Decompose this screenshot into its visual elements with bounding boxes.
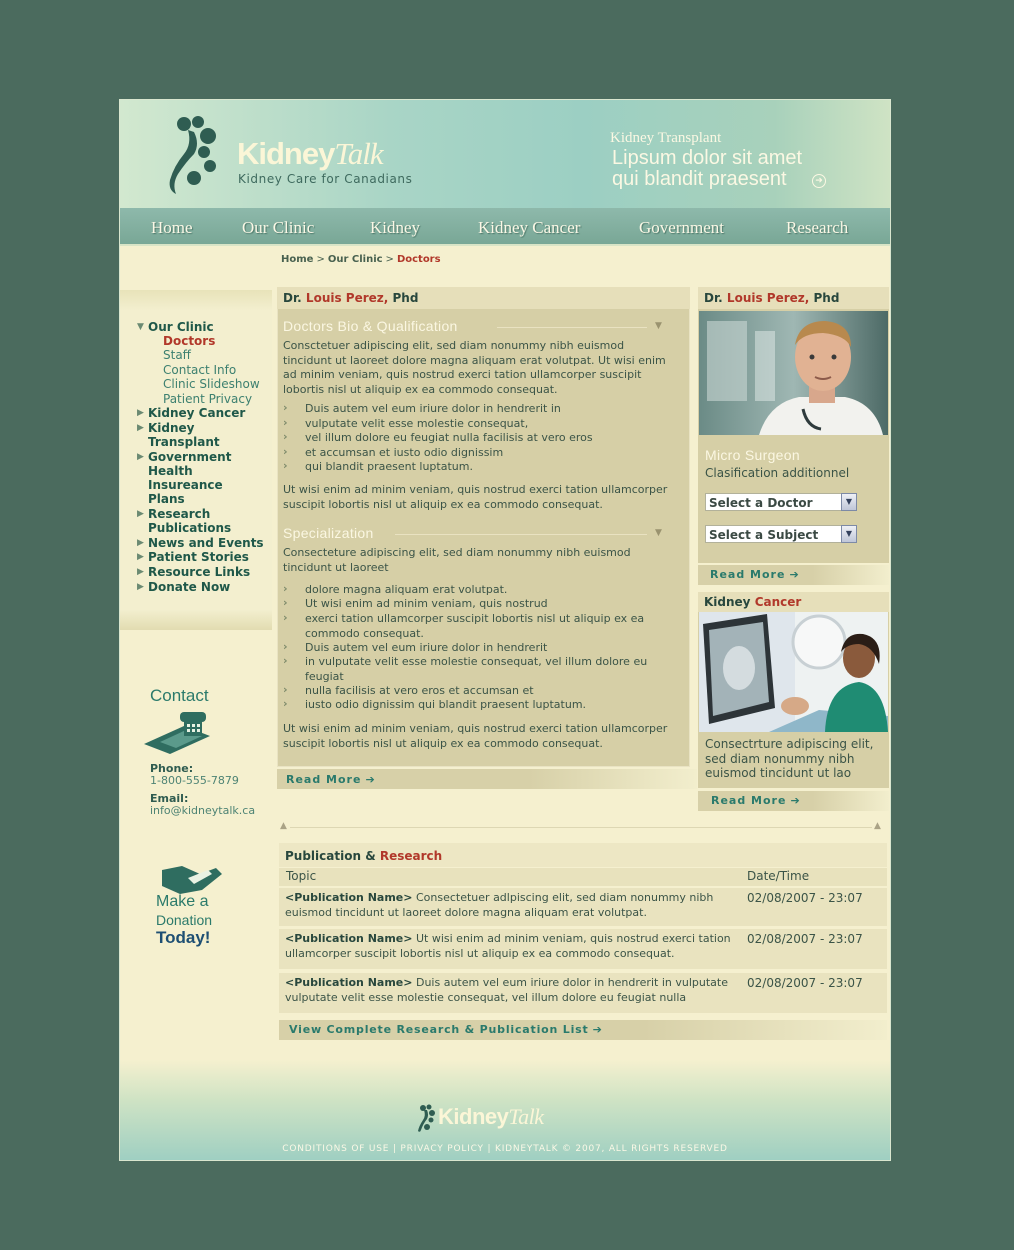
donation-line2: Donation [156,912,213,928]
logo-tagline: Kidney Care for Canadians [238,172,413,186]
phone-number[interactable]: 1-800-555-7879 [150,774,239,787]
footer-links [120,1144,890,1154]
chevron-up-icon[interactable]: ▲ [280,821,287,831]
table-row[interactable] [279,888,887,926]
bio-bullet-2: › vulputate velit esse molestie consequat, [305,417,665,432]
specialization-bullet-7: › iusto odio dignissim qui blandit praesent luptatum. [305,698,665,713]
specialization-section-title: Specialization [283,525,374,541]
sidebar-item-label: News and Events [148,536,264,550]
chevron-down-icon: ▼ [841,493,857,511]
chevron-right-icon: ▶ [137,408,144,418]
chevron-down-icon[interactable]: ▼ [655,528,662,538]
kidney-cancer-heading [704,595,801,609]
breadcrumb-home[interactable]: Home [281,254,314,265]
publication-name-link[interactable]: <Publication Name> [285,891,413,904]
bio-bullet-1: › Duis autem vel eum iriure dolor in hendrerit in [305,402,665,417]
sidebar-item-kidney-cancer[interactable] [137,406,246,420]
sidebar-item-label: Plans [148,492,185,506]
sidebar-item-label: Resource Links [148,565,251,579]
publication-name-link[interactable]: <Publication Name> [285,932,413,945]
donation-line1: Make a [156,893,209,910]
publication-summary: Ut wisi enim ad minim veniam, quis nostrud exerci tation ullamcorper suscipit lobortis nisl ut aliquip ex ea commodo consequat. [285,932,731,960]
sidebar-item-label: Health [148,464,193,478]
chevron-right-icon: ▶ [137,509,144,519]
nav-kidney-cancer[interactable]: Kidney Cancer [478,218,581,237]
sidebar-item-resource-links[interactable] [137,565,251,579]
promo-headline-line2[interactable]: qui blandit praesent [612,168,787,190]
sidebar-item-kidney-transplant[interactable] [137,421,220,449]
heading-ampersand: & [365,849,376,863]
sidebar-item-label: Donate Now [148,580,231,594]
kidney-logo-icon[interactable] [164,114,222,196]
section-divider [497,327,647,328]
specialization-bullet-2: › Ut wisi enim ad minim veniam, quis nostrud [305,597,665,612]
sidebar-item-government-health[interactable] [137,450,232,506]
sidebar-subitem-doctors[interactable]: Doctors [163,334,216,348]
chevron-down-icon[interactable]: ▼ [655,321,662,331]
column-header-topic: Topic [286,869,317,883]
publication-date: 02/08/2007 - 23:07 [747,932,863,946]
sidebar-item-label: Research [148,507,211,521]
logo-word-talk: Talk [334,136,383,171]
chevron-right-icon: ▶ [137,423,144,433]
section-divider [290,827,872,828]
telephone-icon [140,710,214,756]
logo-word-kidney: Kidney [237,136,335,171]
specialization-bullet-3: › exerci tation ullamcorper suscipit lobortis nisl ut aliquip ex ea commodo consequat. [305,612,665,641]
donation-line3: Today! [156,928,211,947]
breadcrumb [281,254,441,265]
footer-copyright: KIDNEYTALK © 2007, ALL RIGHTS RESERVED [495,1144,728,1154]
bio-paragraph-1: Consctetuer adipiscing elit, sed diam nonummy nibh euismod tincidunt ut laoreet dolore magna aliquam erat volutpat. Ut wisi enim ad minim veniam, quis nostrud exerci tation ullamcorper suscipit lobortis nisl ut aliquip ex ea commodo consequat. [283,339,666,396]
logo-word-kidney: Kidney [438,1104,509,1129]
view-all-publications-link[interactable] [289,1023,603,1036]
doctor-specialty-title: Micro Surgeon [705,447,800,463]
sidebar-subitem-staff[interactable]: Staff [163,348,191,362]
heading-word-kidney: Kidney [704,595,751,609]
column-header-date: Date/Time [747,869,810,883]
doctor-name: Louis Perez, [305,291,389,305]
site-header [120,100,890,208]
bio-bullet-5: › qui blandit praesent luptatum. [305,460,665,475]
sidebar-item-label: Kidney [148,421,195,435]
publication-topic [285,932,735,961]
subject-select-value: Select a Subject [709,528,819,542]
sidebar-item-our-clinic[interactable] [137,320,214,334]
read-more-label: Read More [711,794,787,807]
footer-logo-wordmark[interactable] [438,1104,543,1130]
nav-government[interactable]: Government [639,218,724,237]
heading-suffix: Phd [392,291,419,305]
arrow-right-icon: ➔ [592,1023,603,1036]
nav-our-clinic[interactable]: Our Clinic [242,218,315,237]
doctor-read-more-link[interactable] [710,568,800,581]
nav-research[interactable]: Research [786,218,849,237]
main-nav [120,208,890,246]
specialization-bullet-1: › dolore magna aliquam erat volutpat. [305,583,665,598]
read-more-label: Read More [710,568,786,581]
chevron-down-icon: ▼ [137,322,144,332]
bio-paragraph-2: Ut wisi enim ad minim veniam, quis nostrud exerci tation ullamcorper suscipit lobortis nisl ut aliquip ex ea commodo consequat. [283,483,668,511]
chevron-right-icon: ▶ [137,538,144,548]
nav-home[interactable]: Home [151,218,193,237]
chevron-right-icon: ▶ [137,567,144,577]
bio-bullet-4: › et accumsan et iusto odio dignissim [305,446,665,461]
publication-topic [285,976,735,1005]
kidney-cancer-box [698,592,889,788]
doctor-profile-box [698,287,889,563]
publication-summary: Consectetuer adlpiscing elit, sed diam nonummy nibh euismod tincidunt ut laoreet dolore magna aliquam erat volutpat. [285,891,714,919]
doctor-select-value: Select a Doctor [709,496,813,510]
heading-prefix: Dr. [704,291,723,305]
publication-name-link[interactable]: <Publication Name> [285,976,413,989]
specialization-bullet-6: › nulla facilisis at vero eros et accumsan et [305,684,665,699]
page-container [119,99,891,1161]
specialization-bullet-5: › in vulputate velit esse molestie consequat, vel illum dolore eu feugiat [305,655,665,684]
logo-wordmark[interactable] [237,136,383,172]
view-all-label: View Complete Research & Publication List [289,1023,589,1036]
site-footer [120,1060,890,1160]
doctor-select[interactable] [705,493,857,511]
table-header-row [279,868,887,886]
doctor-specialty-subtitle: Clasification additionnel [705,466,850,480]
sidebar-item-label: Government [148,450,232,464]
heading-word-research: Research [379,849,443,863]
sidebar-subitem-patient-privacy[interactable]: Patient Privacy [163,392,253,406]
heading-word-publication: Publication [285,849,362,863]
sidebar-item-label: Transplant [148,435,220,449]
chevron-right-icon: ▶ [137,452,144,462]
heading-prefix: Dr. [283,291,302,305]
breadcrumb-separator: > [385,254,394,265]
publication-date: 02/08/2007 - 23:07 [747,891,863,905]
section-divider [395,534,647,535]
sidebar-subitem-contact-info[interactable]: Contact Info [163,363,237,377]
sidebar-item-label: Publications [148,521,232,535]
sidebar-subitem-clinic-slideshow[interactable]: Clinic Slideshow [163,377,260,391]
bio-bullet-3: › vel illum dolore eu feugiat nulla facilisis at vero eros [305,431,665,446]
sidebar-item-research[interactable] [137,507,232,535]
footer-separator: | [487,1144,492,1154]
nav-kidney[interactable]: Kidney [370,218,421,237]
promo-headline-line1[interactable]: Lipsum dolor sit amet [612,147,803,169]
phone-label: Phone: [150,762,194,775]
read-more-label: Read More [286,773,362,786]
arrow-right-icon: ➔ [790,794,801,807]
footer-link-privacy[interactable]: PRIVACY POLICY [400,1144,484,1154]
chevron-down-icon: ▼ [841,525,857,543]
chevron-right-icon: ▶ [137,582,144,592]
logo-word-talk: Talk [508,1104,544,1129]
publications-heading [285,849,442,863]
contact-title: Contact [150,686,209,705]
heading-word-cancer: Cancer [754,595,802,609]
breadcrumb-our-clinic[interactable]: Our Clinic [327,254,383,265]
table-row[interactable] [279,973,887,1013]
doctor-photo [699,311,888,435]
specialization-paragraph-1: Consecteture adipiscing elit, sed diam nonummy nibh euismod tincidunt ut laoreet [283,546,631,574]
kidney-logo-icon [416,1104,436,1134]
main-read-more-link[interactable] [286,773,376,786]
sidebar-item-label: Insureance [148,478,223,492]
doctor-bio-panel [277,287,690,767]
sidebar-nav [120,290,272,630]
publication-date: 02/08/2007 - 23:07 [747,976,863,990]
doctor-name-heading [283,291,418,305]
sidebar-item-label: Our Clinic [148,320,214,334]
specialization-paragraph-2: Ut wisi enim ad minim veniam, quis nostrud exerci tation ullamcorper suscipit lobortis nisl ut aliquip ex ea commodo consequat. [283,722,668,750]
donation-banner[interactable] [150,864,240,954]
sidebar-item-donate-now[interactable] [137,580,231,594]
subject-select[interactable] [705,525,857,543]
cancer-read-more-link[interactable] [711,794,801,807]
email-label: Email: [150,792,189,805]
bio-section-title: Doctors Bio & Qualification [283,318,458,334]
heading-suffix: Phd [813,291,840,305]
doctor-profile-heading [704,291,839,305]
publication-summary: Duis autem vel eum iriure dolor in hendrerit in vulputate vulputate velit esse molestie consequat, vel illum dolore eu feugiat nulla [285,976,728,1004]
arrow-right-icon: ➔ [789,568,800,581]
publication-topic [285,891,735,920]
doctor-name: Louis Perez, [726,291,810,305]
table-row[interactable] [279,929,887,969]
promo-kicker: Kidney Transplant [610,130,722,146]
kidney-cancer-text: Consectrture adipiscing elit, sed diam nonummy nibh euismod tincidunt ut lao [705,737,874,780]
sidebar-item-patient-stories[interactable] [137,550,249,564]
sidebar-item-news-events[interactable] [137,536,264,550]
chevron-right-icon: ▶ [137,552,144,562]
breadcrumb-current: Doctors [396,254,441,265]
arrow-right-icon: ➔ [365,773,376,786]
arrow-right-icon[interactable]: ➜ [812,174,826,188]
breadcrumb-separator: > [316,254,325,265]
email-link[interactable]: info@kidneytalk.ca [150,804,256,817]
specialization-bullet-4: › Duis autem vel eum iriure dolor in hendrerit [305,641,665,656]
chevron-up-icon[interactable]: ▲ [874,821,881,831]
contact-block [150,686,260,826]
footer-link-conditions[interactable]: CONDITIONS OF USE [282,1144,390,1154]
sidebar-item-label: Patient Stories [148,550,249,564]
kidney-cancer-photo [699,612,888,732]
sidebar-item-label: Kidney Cancer [148,406,246,420]
footer-separator: | [392,1144,397,1154]
